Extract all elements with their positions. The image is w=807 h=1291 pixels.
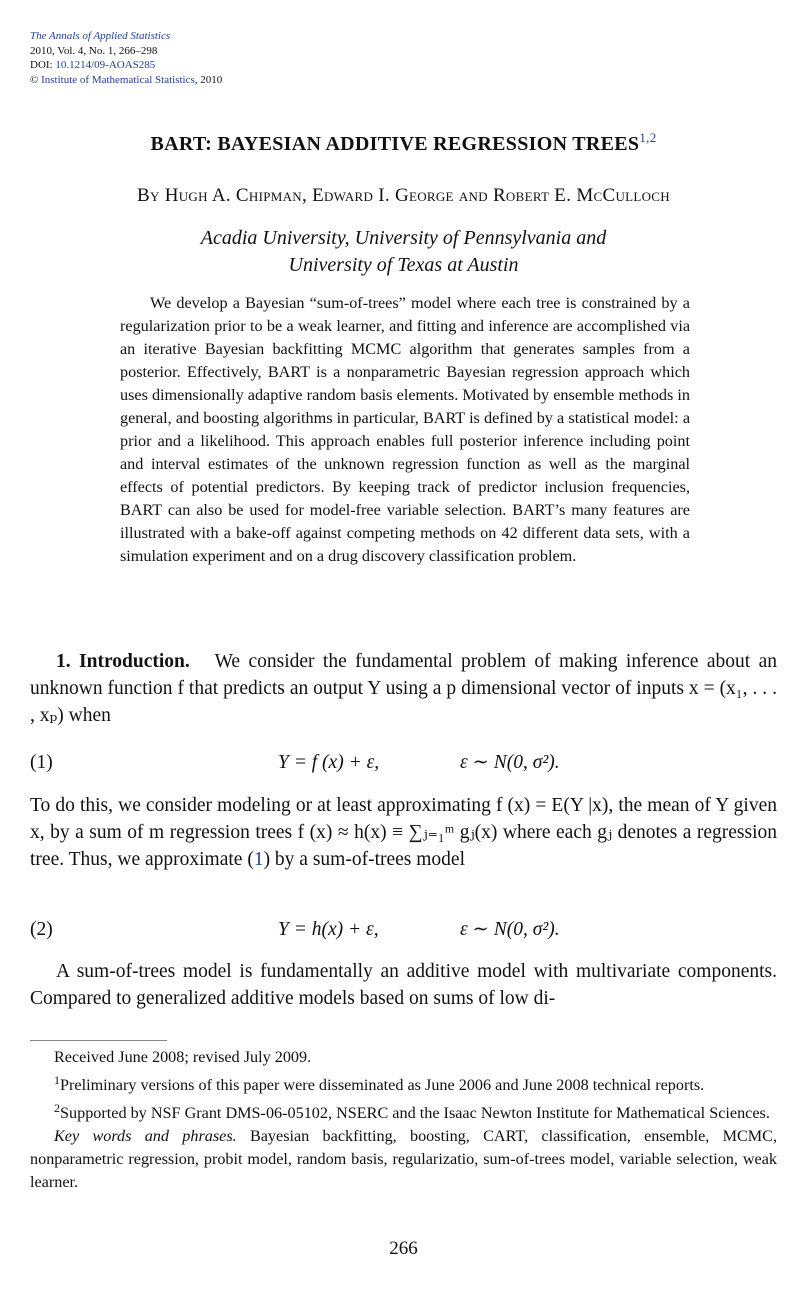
received-note: Received June 2008; revised July 2009.: [54, 1048, 312, 1066]
keywords-label: Key words and phrases.: [54, 1127, 237, 1145]
equation-number: (2): [30, 919, 53, 940]
equation-rhs: ε ∼ N(0, σ²).: [460, 919, 560, 940]
author-list: By Hugh A. Chipman, Edward I. George and Robert E. McCulloch: [137, 185, 670, 206]
equation-ref-link[interactable]: 1: [253, 849, 264, 870]
paragraph-text-cont: ) by a sum-of-trees model: [263, 849, 465, 870]
equation-lhs: Y = h(x) + ε,: [278, 919, 379, 940]
equation-number: (1): [30, 752, 53, 773]
copyright-symbol: ©: [30, 73, 42, 86]
title-text: BART: BAYESIAN ADDITIVE REGRESSION TREES: [150, 133, 640, 155]
abstract-text: We develop a Bayesian “sum-of-trees” model where each tree is constrained by a regularization prior to be a weak learner, and fitting and inference are accomplished via an iterative Bayesian backfitting MCMC algorithm that generates samples from a posterior. Effectively, BART is a nonparametric Bayesian regression approach which uses dimensionally adaptive random basis elements. Motivated by ensemble methods in general, and boosting algorithms in particular, BART is defined by a statistical model: a prior and a likelihood. This approach enables full posterior inference including point and interval estimates of the unknown regression function as well as the marginal effects of potential predictors. By keeping track of predictor inclusion frequencies, BART can also be used for model-free variable selection. BART’s many features are illustrated with a bake-off against competing methods on 42 different data sets, with a simulation experiment and on a drug discovery classification problem.: [120, 294, 690, 565]
footnote-1: [30, 1069, 777, 1097]
section-heading: 1. Introduction.: [56, 651, 190, 672]
page-number: 266: [389, 1238, 418, 1259]
journal-header: [30, 29, 222, 87]
paragraph-text: A sum-of-trees model is fundamentally an additive model with multivariate components. Compared to generalized additive models based on sums of low di-: [30, 961, 777, 1009]
equation-rhs: ε ∼ N(0, σ²).: [460, 752, 560, 773]
affiliation: [0, 225, 807, 279]
copyright-org-link[interactable]: Institute of Mathematical Statistics: [41, 73, 195, 86]
equation-lhs: Y = f (x) + ε,: [278, 752, 380, 773]
footnote-text: Preliminary versions of this paper were disseminated as June 2006 and June 2008 technical reports.: [60, 1076, 705, 1094]
equation-2: [30, 916, 777, 944]
keywords: [30, 1125, 777, 1194]
footnote-mark: 1: [54, 1073, 60, 1087]
footnote-text: Supported by NSF Grant DMS-06-05102, NSERC and the Isaac Newton Institute for Mathematical Sciences.: [60, 1104, 770, 1122]
doi-label: DOI:: [30, 59, 56, 71]
copyright-line: [30, 73, 222, 88]
footnote-2: [30, 1097, 777, 1125]
doi-line: [30, 58, 222, 73]
body-paragraph-3: [30, 958, 777, 1012]
intro-text: We consider the fundamental problem of making inference about an unknown function f that predicts an output Y using a p dimensional vector of inputs x = (x₁, . . . , xₚ) when: [30, 651, 777, 726]
affiliation-line-2: University of Texas at Austin: [288, 254, 519, 276]
paper-title: [0, 130, 807, 156]
doi-link[interactable]: 10.1214/09-AOAS285: [55, 59, 156, 71]
footnote-mark: 2: [54, 1101, 60, 1115]
title-footnote-link[interactable]: 1,2: [639, 130, 657, 145]
equation-1: [30, 749, 777, 777]
keywords-text: Bayesian backfitting, boosting, CART, classification, ensemble, MCMC, nonparametric regression, probit model, random basis, regularizatio, sum-of-trees model, variable selection, weak learner.: [30, 1127, 778, 1191]
footnote-divider: [30, 1040, 167, 1041]
body-paragraph-2: [30, 792, 777, 873]
abstract: [120, 292, 690, 568]
affiliation-line-1: Acadia University, University of Pennsylvania and: [200, 227, 607, 249]
volume-info: 2010, Vol. 4, No. 1, 266–298: [30, 44, 158, 57]
journal-name[interactable]: The Annals of Applied Statistics: [30, 30, 171, 42]
copyright-year: , 2010: [194, 73, 223, 86]
footnotes: [30, 1046, 777, 1194]
introduction-paragraph: [30, 648, 777, 729]
paragraph-text: To do this, we consider modeling or at least approximating f (x) = E(Y |x), the mean of Y given x, by a sum of m regression trees f (x) ≈ h(x) ≡ ∑ⱼ₌₁ᵐ gⱼ(x) where each gⱼ denotes a regression tree. Thus, we approximate (: [30, 795, 777, 870]
